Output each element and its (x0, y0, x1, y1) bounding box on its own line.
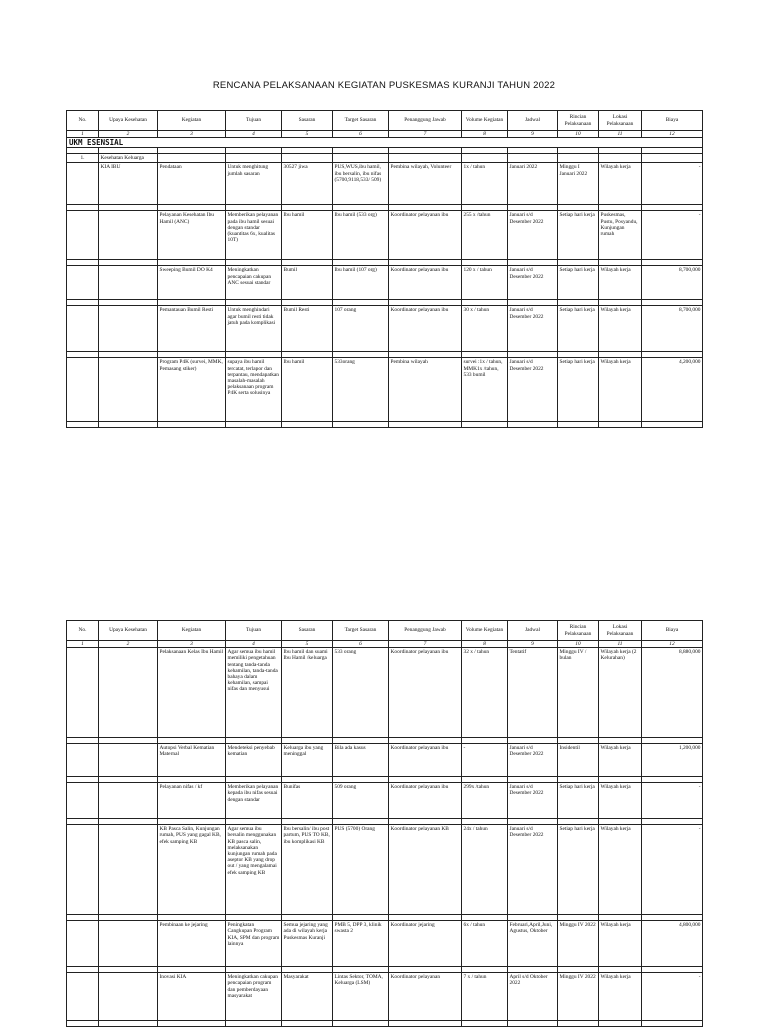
row-tujuan: Mendeteksi penyebab kematian (226, 744, 282, 777)
group-row (67, 154, 703, 163)
row-no (67, 163, 99, 205)
table-row (67, 973, 703, 1021)
row-rincian: Setiap hari kerja (558, 358, 599, 422)
row-target: 533 orang (333, 648, 389, 738)
row-biaya: - (642, 825, 703, 915)
row-rincian: Setiap hari kerja (558, 306, 599, 352)
row-target: Ibu hamil (107 org) (333, 266, 389, 300)
row-tujuan: Meningkatkan cakupan pencapaian program dan pemberdayaan masyarakat (226, 973, 282, 1021)
col-header: Rincian Pelaksanaan (558, 621, 599, 641)
row-biaya: 8,700,000 (642, 306, 703, 352)
col-number: 8 (462, 641, 508, 648)
row-volume: 6x / tahun (462, 921, 508, 967)
col-number: 3 (158, 131, 226, 138)
row-jadwal: Januari s/d Desember 2022 (508, 266, 558, 300)
col-number: 10 (558, 131, 599, 138)
col-header: Volume Kegiatan (462, 621, 508, 641)
row-penanggung-jawab: Koordinator pelayanan KB (389, 825, 462, 915)
row-no (67, 358, 99, 422)
col-number: 12 (642, 131, 703, 138)
row-rincian: Minggu IV 2022 (558, 921, 599, 967)
row-tujuan: Memberikan pelayanan kepada ibu nifas sesuai dengan standar (226, 783, 282, 819)
col-header: Sasaran (282, 111, 333, 131)
table-row (67, 266, 703, 300)
row-biaya: - (642, 973, 703, 1021)
row-jadwal: Januari s/d Desember 2022 (508, 306, 558, 352)
row-lokasi: Wilayah kerja (599, 744, 642, 777)
row-rincian: Minggu IV 2022 (558, 973, 599, 1021)
col-header: Tujuan (226, 111, 282, 131)
col-number: 12 (642, 641, 703, 648)
row-volume: - (462, 744, 508, 777)
row-biaya: 4,200,000 (642, 358, 703, 422)
row-jadwal: Januari s/d Desember 2022 (508, 211, 558, 260)
col-number: 10 (558, 641, 599, 648)
row-kegiatan: Pelaksanaan Kelas Ibu Hamil (158, 648, 226, 738)
row-lokasi: Wilayah kerja (599, 358, 642, 422)
row-penanggung-jawab: Koordinator pelayanan ibu (389, 783, 462, 819)
col-header: No. (67, 111, 99, 131)
row-penanggung-jawab: Pembina wilayah (389, 358, 462, 422)
col-header: Penanggung Jawab (389, 111, 462, 131)
row-no (67, 266, 99, 300)
row-upaya (99, 358, 158, 422)
row-lokasi: Puskesmas, Pustu, Posyandu, Kunjungan rumah (599, 211, 642, 260)
row-volume: 24x / tahun (462, 825, 508, 915)
row-biaya: 8,880,000 (642, 648, 703, 738)
row-jadwal: Januari s/d Desember 2022 (508, 783, 558, 819)
row-rincian: Setiap hari kerja (558, 783, 599, 819)
row-tujuan: Untuk menghindari agar bumil resti tidak jatuh pada komplikasi (226, 306, 282, 352)
column-number-row (67, 131, 703, 138)
table-row (67, 211, 703, 260)
col-header: Biaya (642, 621, 703, 641)
row-target: PUS,WUS,ibu hamil, ibu bersalin, ibu nifas (5700,9118,533/ 509) (333, 163, 389, 205)
row-upaya (99, 306, 158, 352)
row-no (67, 921, 99, 967)
row-upaya (99, 648, 158, 738)
row-upaya (99, 973, 158, 1021)
row-jadwal: Februari,April,Juni,Agustus, Oktober (508, 921, 558, 967)
row-penanggung-jawab: Koordinator pelayanan (389, 973, 462, 1021)
col-number: 11 (599, 131, 642, 138)
col-header: Jadwal (508, 621, 558, 641)
col-header: Biaya (642, 111, 703, 131)
row-no (67, 211, 99, 260)
col-header: Upaya Kesehatan (99, 111, 158, 131)
row-volume: 7 x / tahun (462, 973, 508, 1021)
col-number: 6 (333, 641, 389, 648)
row-lokasi: Wilayah kerja (599, 783, 642, 819)
column-number-row (67, 641, 703, 648)
row-rincian: Setiap hari kerja (558, 211, 599, 260)
row-sasaran: Masyarakat (282, 973, 333, 1021)
table-row (67, 358, 703, 422)
row-no (67, 783, 99, 819)
col-header: Sasaran (282, 621, 333, 641)
table-row (67, 744, 703, 777)
col-header: No. (67, 621, 99, 641)
row-sasaran: Bunifas (282, 783, 333, 819)
row-biaya: 8,700,000 (642, 266, 703, 300)
row-no (67, 744, 99, 777)
row-tujuan: Meningkatkan pencapaian cakupan ANC sesuai standar (226, 266, 282, 300)
row-lokasi: Wilayah kerja (599, 921, 642, 967)
row-rincian: Insidentil (558, 744, 599, 777)
spacer-row (67, 422, 703, 428)
row-lokasi: Wilayah kerja (599, 825, 642, 915)
row-target: 509 orang (333, 783, 389, 819)
row-upaya (99, 921, 158, 967)
header-row (67, 111, 703, 131)
row-upaya (99, 266, 158, 300)
row-lokasi: Wilayah kerja (599, 973, 642, 1021)
row-sasaran: Ibu hamil dan suami Ibu Hamil /keluarga (282, 648, 333, 738)
col-number: 2 (99, 131, 158, 138)
row-penanggung-jawab: Koordinator jejaring (389, 921, 462, 967)
col-header: Jadwal (508, 111, 558, 131)
row-sasaran: Bumil (282, 266, 333, 300)
section-row (67, 138, 703, 148)
section-label: UKM ESENSIAL (67, 138, 703, 148)
col-number: 8 (462, 131, 508, 138)
row-penanggung-jawab: Koordinator pelayanan ibu (389, 648, 462, 738)
col-header: Target Sasaran (333, 111, 389, 131)
row-upaya (99, 825, 158, 915)
row-kegiatan: Inovasi KIA (158, 973, 226, 1021)
row-penanggung-jawab: Koordinator pelayanan ibu (389, 266, 462, 300)
row-biaya: - (642, 163, 703, 205)
group-no: 1. (67, 154, 99, 163)
row-target: PUS (5700) Orang (333, 825, 389, 915)
plan-table-1 (66, 110, 703, 428)
row-lokasi: Wilayah kerja (599, 163, 642, 205)
row-biaya: - (642, 211, 703, 260)
row-jadwal: Tentatif (508, 648, 558, 738)
row-upaya: KIA IBU (99, 163, 158, 205)
row-sasaran: Semua jejaring yang ada di wilayah kerja Puskesmas Kuranji (282, 921, 333, 967)
col-number: 9 (508, 641, 558, 648)
row-rincian: Minggu IV / bulan (558, 648, 599, 738)
row-no (67, 825, 99, 915)
row-volume: 32 x / tahun (462, 648, 508, 738)
row-volume: 120 x / tahun (462, 266, 508, 300)
row-biaya: - (642, 783, 703, 819)
col-header: Kegiatan (158, 621, 226, 641)
table-row (67, 648, 703, 738)
row-volume: 1x / tahun (462, 163, 508, 205)
row-target: Lintas Sektor, TOMA, Keluarga (LSM) (333, 973, 389, 1021)
col-number: 3 (158, 641, 226, 648)
col-header: Volume Kegiatan (462, 111, 508, 131)
col-header: Upaya Kesehatan (99, 621, 158, 641)
header-row (67, 621, 703, 641)
col-number: 7 (389, 131, 462, 138)
row-penanggung-jawab: Koordinator pelayanan ibu (389, 744, 462, 777)
row-no (67, 306, 99, 352)
col-number: 4 (226, 131, 282, 138)
table-row (67, 783, 703, 819)
col-number: 11 (599, 641, 642, 648)
row-jadwal: Januari s/d Desember 2022 (508, 744, 558, 777)
row-volume: survei :1x / tahun, MMK1x /tahun, 533 bumil (462, 358, 508, 422)
col-header: Tujuan (226, 621, 282, 641)
row-rincian: Setiap hari kerja (558, 266, 599, 300)
row-volume: 255 x /tahun (462, 211, 508, 260)
col-number: 9 (508, 131, 558, 138)
row-penanggung-jawab: Koordinator pelayanan ibu (389, 211, 462, 260)
row-jadwal: Januari s/d Desember 2022 (508, 358, 558, 422)
row-upaya (99, 744, 158, 777)
row-tujuan: Agar semua ibu bersalin menggunakan KB pasca salin, melaksanakan kunjungan rumah pada aseptor KB yang drop out / yang mengalamai efek samping KB (226, 825, 282, 915)
row-sasaran: Bumil Resti (282, 306, 333, 352)
row-no (67, 648, 99, 738)
row-lokasi: Wilayah kerja (599, 266, 642, 300)
row-kegiatan: Pelayanan nifas / kf (158, 783, 226, 819)
row-sasaran: Keluarga ibu yang meninggal (282, 744, 333, 777)
col-number: 1 (67, 641, 99, 648)
row-volume: 299x /tahun (462, 783, 508, 819)
row-target: Bila ada kasus (333, 744, 389, 777)
row-volume: 30 x / tahun (462, 306, 508, 352)
row-sasaran: Ibu hamil (282, 211, 333, 260)
table-row (67, 163, 703, 205)
row-kegiatan: Pemantauan Bumil Resti (158, 306, 226, 352)
col-header: Lokasi Pelaksanaan (599, 621, 642, 641)
row-rincian: Minggu I Januari 2022 (558, 163, 599, 205)
page-title: RENCANA PELAKSANAAN KEGIATAN PUSKESMAS KURANJI TAHUN 2022 (212, 80, 556, 91)
col-number: 5 (282, 131, 333, 138)
row-sasaran: Ibu hamil (282, 358, 333, 422)
row-kegiatan: KB Pasca Salin, Kunjungan rumah, PUS yang gagal KB, efek samping KB (158, 825, 226, 915)
col-header: Rincian Pelaksanaan (558, 111, 599, 131)
row-kegiatan: Pendataan (158, 163, 226, 205)
col-number: 4 (226, 641, 282, 648)
col-number: 5 (282, 641, 333, 648)
table-row (67, 825, 703, 915)
col-number: 2 (99, 641, 158, 648)
table-row (67, 921, 703, 967)
row-target: 107 orang (333, 306, 389, 352)
row-jadwal: April s/d Oktober 2022 (508, 973, 558, 1021)
plan-table-2 (66, 620, 703, 1027)
row-tujuan: supaya ibu hamil tercatat, terlapor dan terpantau, mendapatkan masalah-masalah pelaksanaan program P4K serta solusinya (226, 358, 282, 422)
row-sasaran: Ibu bersalin/ ibu post partum, PUS TO KB, ibu komplikasi KB (282, 825, 333, 915)
row-no (67, 973, 99, 1021)
row-rincian: Setiap hari kerja (558, 825, 599, 915)
row-tujuan: Memberikan pelayanan pada ibu hamil sesuai dengan standar (kuantitas 6x, kualitas 10T) (226, 211, 282, 260)
row-jadwal: Januari 2022 (508, 163, 558, 205)
table-row (67, 306, 703, 352)
row-lokasi: Wilayah kerja (2 Kelurahan) (599, 648, 642, 738)
col-header: Lokasi Pelaksanaan (599, 111, 642, 131)
col-header: Target Sasaran (333, 621, 389, 641)
row-kegiatan: Pembinaan ke jejaring (158, 921, 226, 967)
col-number: 6 (333, 131, 389, 138)
row-penanggung-jawab: Pembina wilayah, Volunteer (389, 163, 462, 205)
row-penanggung-jawab: Koordinator pelayanan ibu (389, 306, 462, 352)
row-tujuan: Untuk menghitung jumlah sasaran (226, 163, 282, 205)
col-header: Penanggung Jawab (389, 621, 462, 641)
row-upaya (99, 211, 158, 260)
row-tujuan: Peningkatan Cangkupan Program KIA, SPM dan program lainnya (226, 921, 282, 967)
row-lokasi: Wilayah kerja (599, 306, 642, 352)
col-header: Kegiatan (158, 111, 226, 131)
row-target: Ibu hamil (533 org) (333, 211, 389, 260)
row-kegiatan: Sweeping Bumil DO K4 (158, 266, 226, 300)
row-target: 533orang (333, 358, 389, 422)
row-kegiatan: Autopsi Verbal Kematian Maternal (158, 744, 226, 777)
col-number: 7 (389, 641, 462, 648)
row-kegiatan: Pelayanan Kesehatan Ibu Hamil (ANC) (158, 211, 226, 260)
col-number: 1 (67, 131, 99, 138)
row-tujuan: Agar semua ibu hamil memiliki pengetahuan tentang tanda-tanda kehamilan, tanda-tanda bahaya dalam kehamilan, sampai nifas dan menyusui (226, 648, 282, 738)
row-target: PMB 5, DPP 3, klinik swasta 2 (333, 921, 389, 967)
row-sasaran: 30527 jiwa (282, 163, 333, 205)
row-biaya: 4,800,000 (642, 921, 703, 967)
row-kegiatan: Program P4K (survei, MMK, Pemasang stiker) (158, 358, 226, 422)
group-label: Kesehatan Keluarga (99, 154, 158, 163)
row-upaya (99, 783, 158, 819)
row-biaya: 1,200,000 (642, 744, 703, 777)
row-jadwal: Januari s/d Desember 2022 (508, 825, 558, 915)
